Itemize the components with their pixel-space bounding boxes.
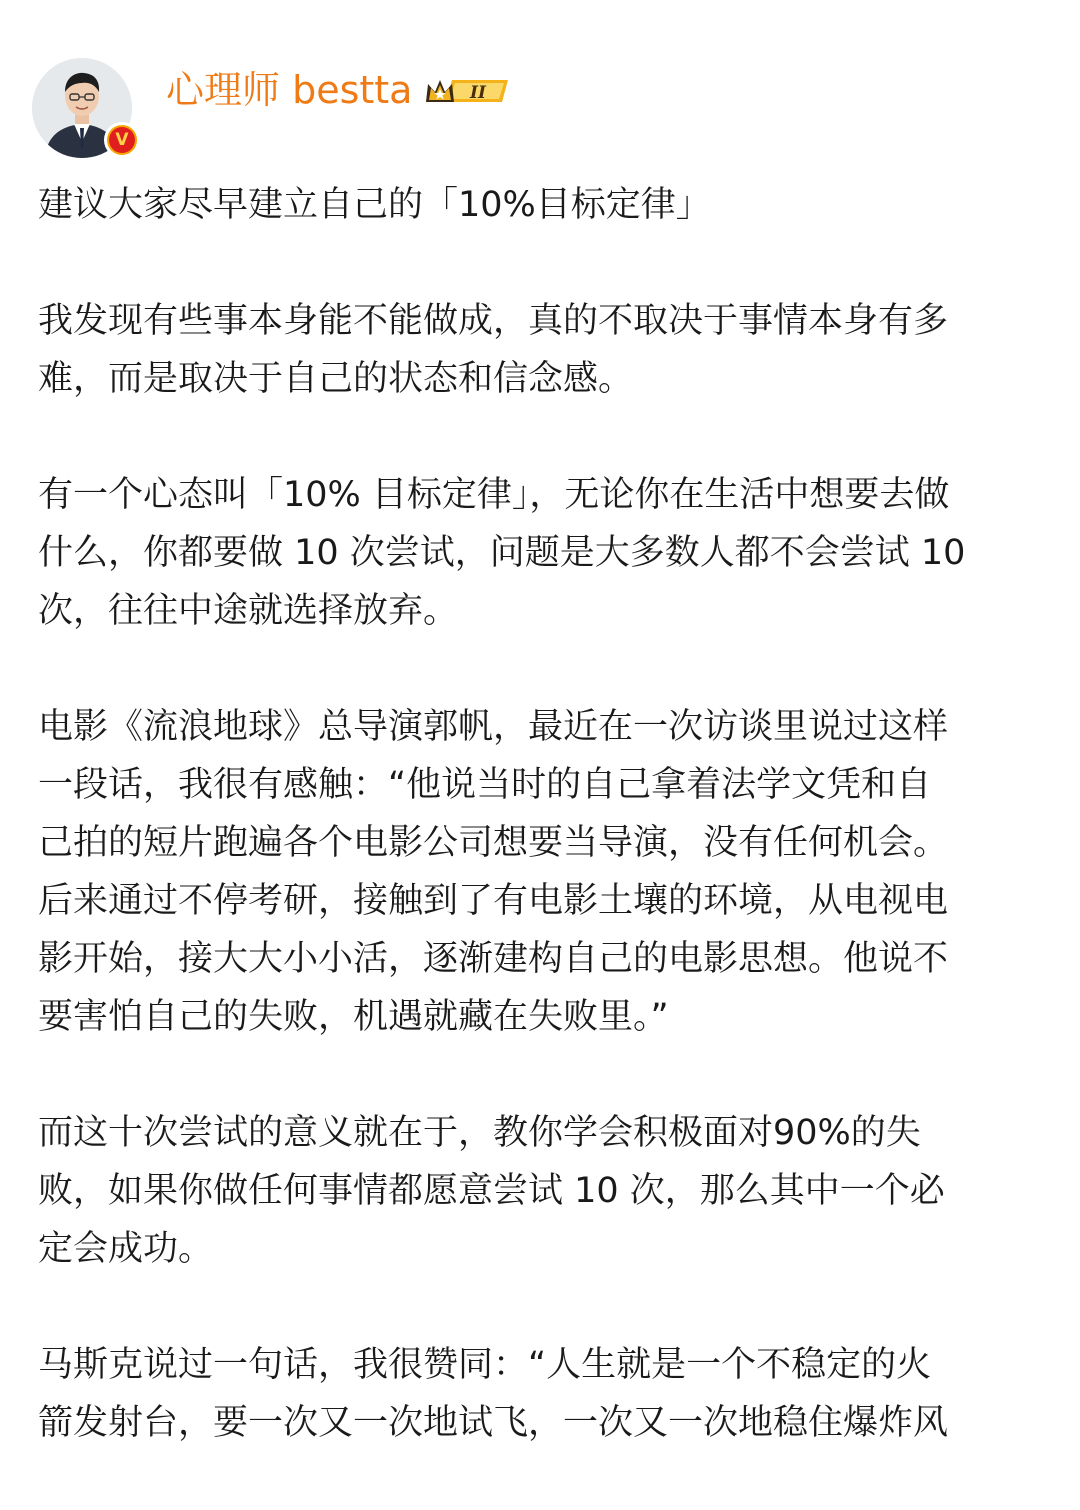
post-body bbox=[38, 176, 1058, 1510]
post-paragraph-4: 电影《流浪地球》总导演郭帆，最近在一次访谈里说过这样 一段话，我很有感触：“他说当时的自己拿着法学文凭和自 己拍的短片跑遍各个电影公司想要当导演，没有任何机会。 后来通过不停考研，接触到了有电影土壤的环境，从电视电 影开始，接大大小小活，逐渐建构自己的电影思想。他说不 要害怕自己的失败，机遇就藏在失败里。” bbox=[38, 707, 949, 1037]
post-paragraph-5: 而这十次尝试的意义就在于，教你学会积极面对90%的失 败，如果你做任何事情都愿意尝试 10 次，那么其中一个必 定会成功。 bbox=[38, 1113, 945, 1269]
post-paragraph-3: 有一个心态叫「10% 目标定律」，无论你在生活中想要去做 什么，你都要做 10 次尝试，问题是大多数人都不会尝试 10 次，往往中途就选择放弃。 bbox=[38, 475, 966, 631]
verified-badge-icon bbox=[104, 122, 140, 158]
rank-label: II bbox=[470, 83, 486, 103]
post-paragraph-6: 马斯克说过一句话，我很赞同：“人生就是一个不稳定的火 箭发射台，要一次又一次地试飞，一次又一次地稳住爆炸风 bbox=[38, 1345, 949, 1443]
post-header bbox=[32, 58, 1032, 162]
author-name[interactable]: 心理师 bestta bbox=[166, 68, 413, 112]
verified-mark: V bbox=[109, 127, 135, 153]
crown-rank-badge-icon[interactable] bbox=[422, 74, 514, 108]
post-paragraph-2: 我发现有些事本身能不能做成，真的不取决于事情本身有多 难，而是取决于自己的状态和信念感。 bbox=[38, 301, 949, 399]
post-paragraph-1: 建议大家尽早建立自己的「10%目标定律」 bbox=[38, 185, 711, 225]
